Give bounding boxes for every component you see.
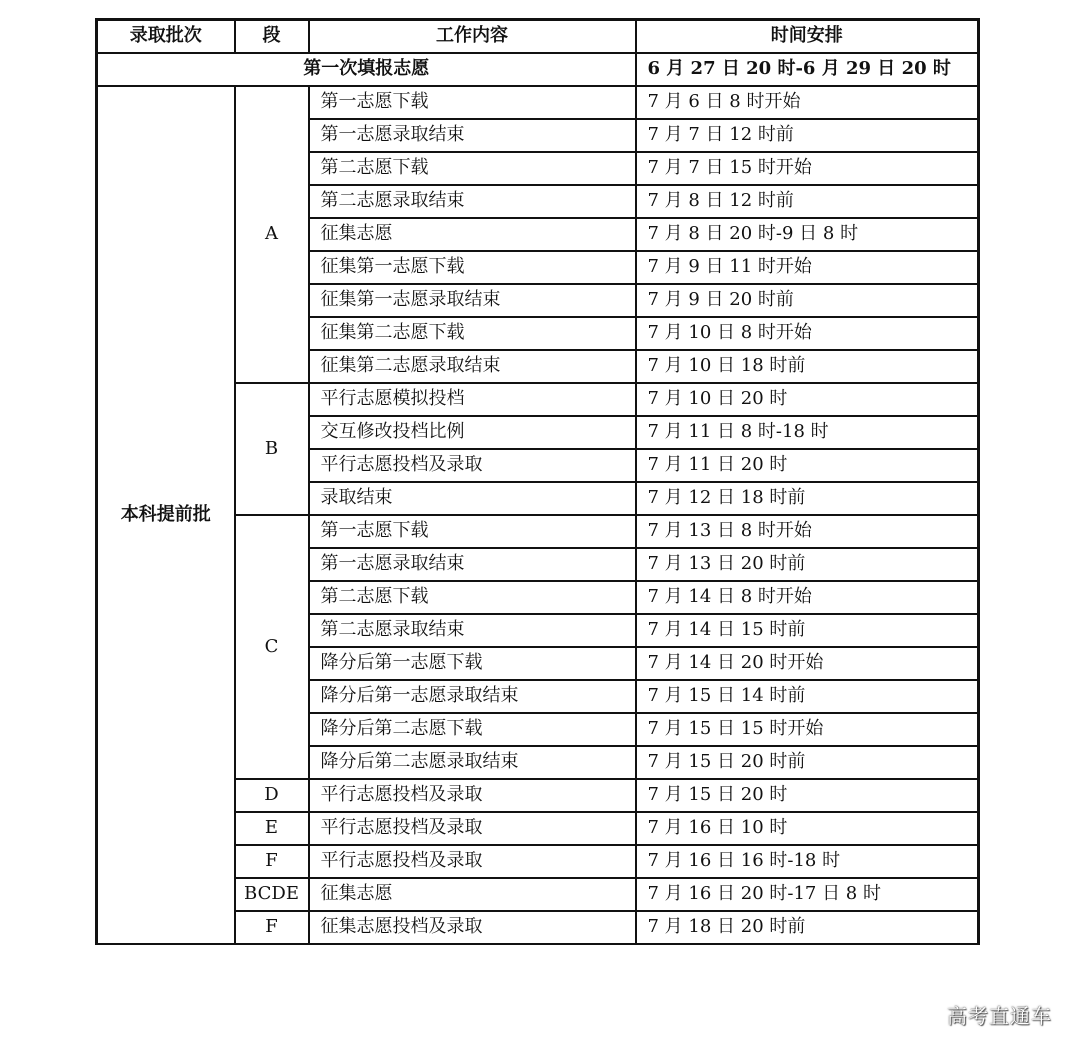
- segment-cell: C: [235, 515, 309, 779]
- time-cell: 7 月 10 日 8 时开始: [636, 317, 979, 350]
- header-batch: 录取批次: [97, 20, 235, 53]
- work-content-cell: 第二志愿下载: [309, 581, 636, 614]
- work-content-cell: 征集志愿: [309, 218, 636, 251]
- work-content-cell: 平行志愿投档及录取: [309, 812, 636, 845]
- work-content-cell: 第一志愿下载: [309, 86, 636, 119]
- time-cell: 7 月 15 日 14 时前: [636, 680, 979, 713]
- work-content-cell: 第一志愿录取结束: [309, 548, 636, 581]
- segment-cell: D: [235, 779, 309, 812]
- watermark-text: 高考直通车: [947, 1004, 1052, 1028]
- time-cell: 7 月 7 日 12 时前: [636, 119, 979, 152]
- work-content-cell: 征集志愿: [309, 878, 636, 911]
- work-content-cell: 降分后第一志愿录取结束: [309, 680, 636, 713]
- work-content-cell: 平行志愿投档及录取: [309, 779, 636, 812]
- segment-cell: E: [235, 812, 309, 845]
- time-cell: 7 月 7 日 15 时开始: [636, 152, 979, 185]
- work-content-cell: 平行志愿投档及录取: [309, 449, 636, 482]
- first-fill-label: 第一次填报志愿: [97, 53, 636, 86]
- time-cell: 7 月 11 日 20 时: [636, 449, 979, 482]
- header-work: 工作内容: [309, 20, 636, 53]
- segment-cell: F: [235, 845, 309, 878]
- header-row: [97, 20, 979, 53]
- time-cell: 7 月 6 日 8 时开始: [636, 86, 979, 119]
- time-cell: 7 月 14 日 15 时前: [636, 614, 979, 647]
- schedule-row: [97, 86, 979, 119]
- time-cell: 7 月 9 日 11 时开始: [636, 251, 979, 284]
- first-fill-row: [97, 53, 979, 86]
- work-content-cell: 交互修改投档比例: [309, 416, 636, 449]
- time-cell: 7 月 16 日 20 时-17 日 8 时: [636, 878, 979, 911]
- work-content-cell: 征集第一志愿录取结束: [309, 284, 636, 317]
- time-cell: 7 月 15 日 20 时前: [636, 746, 979, 779]
- schedule-body: [97, 20, 979, 944]
- time-cell: 7 月 18 日 20 时前: [636, 911, 979, 944]
- work-content-cell: 平行志愿投档及录取: [309, 845, 636, 878]
- time-cell: 7 月 12 日 18 时前: [636, 482, 979, 515]
- time-cell: 7 月 9 日 20 时前: [636, 284, 979, 317]
- work-content-cell: 征集第一志愿下载: [309, 251, 636, 284]
- segment-cell: A: [235, 86, 309, 383]
- segment-cell: BCDE: [235, 878, 309, 911]
- admission-schedule-table: [95, 18, 980, 945]
- work-content-cell: 第一志愿录取结束: [309, 119, 636, 152]
- work-content-cell: 征集第二志愿下载: [309, 317, 636, 350]
- segment-cell: B: [235, 383, 309, 515]
- time-cell: 7 月 10 日 20 时: [636, 383, 979, 416]
- work-content-cell: 录取结束: [309, 482, 636, 515]
- time-cell: 7 月 13 日 20 时前: [636, 548, 979, 581]
- time-cell: 7 月 14 日 8 时开始: [636, 581, 979, 614]
- work-content-cell: 征集第二志愿录取结束: [309, 350, 636, 383]
- time-cell: 7 月 10 日 18 时前: [636, 350, 979, 383]
- work-content-cell: 降分后第二志愿录取结束: [309, 746, 636, 779]
- time-cell: 7 月 16 日 10 时: [636, 812, 979, 845]
- time-cell: 7 月 11 日 8 时-18 时: [636, 416, 979, 449]
- work-content-cell: 第一志愿下载: [309, 515, 636, 548]
- time-cell: 7 月 14 日 20 时开始: [636, 647, 979, 680]
- time-cell: 7 月 13 日 8 时开始: [636, 515, 979, 548]
- header-time: 时间安排: [636, 20, 979, 53]
- work-content-cell: 降分后第一志愿下载: [309, 647, 636, 680]
- time-cell: 7 月 8 日 20 时-9 日 8 时: [636, 218, 979, 251]
- time-cell: 7 月 15 日 15 时开始: [636, 713, 979, 746]
- work-content-cell: 征集志愿投档及录取: [309, 911, 636, 944]
- work-content-cell: 第二志愿录取结束: [309, 614, 636, 647]
- batch-name-cell: 本科提前批: [97, 86, 235, 944]
- time-cell: 7 月 16 日 16 时-18 时: [636, 845, 979, 878]
- segment-cell: F: [235, 911, 309, 944]
- work-content-cell: 第二志愿下载: [309, 152, 636, 185]
- header-segment: 段: [235, 20, 309, 53]
- time-cell: 7 月 15 日 20 时: [636, 779, 979, 812]
- work-content-cell: 降分后第二志愿下载: [309, 713, 636, 746]
- work-content-cell: 第二志愿录取结束: [309, 185, 636, 218]
- work-content-cell: 平行志愿模拟投档: [309, 383, 636, 416]
- time-cell: 7 月 8 日 12 时前: [636, 185, 979, 218]
- first-fill-time: 6 月 27 日 20 时-6 月 29 日 20 时: [636, 53, 979, 86]
